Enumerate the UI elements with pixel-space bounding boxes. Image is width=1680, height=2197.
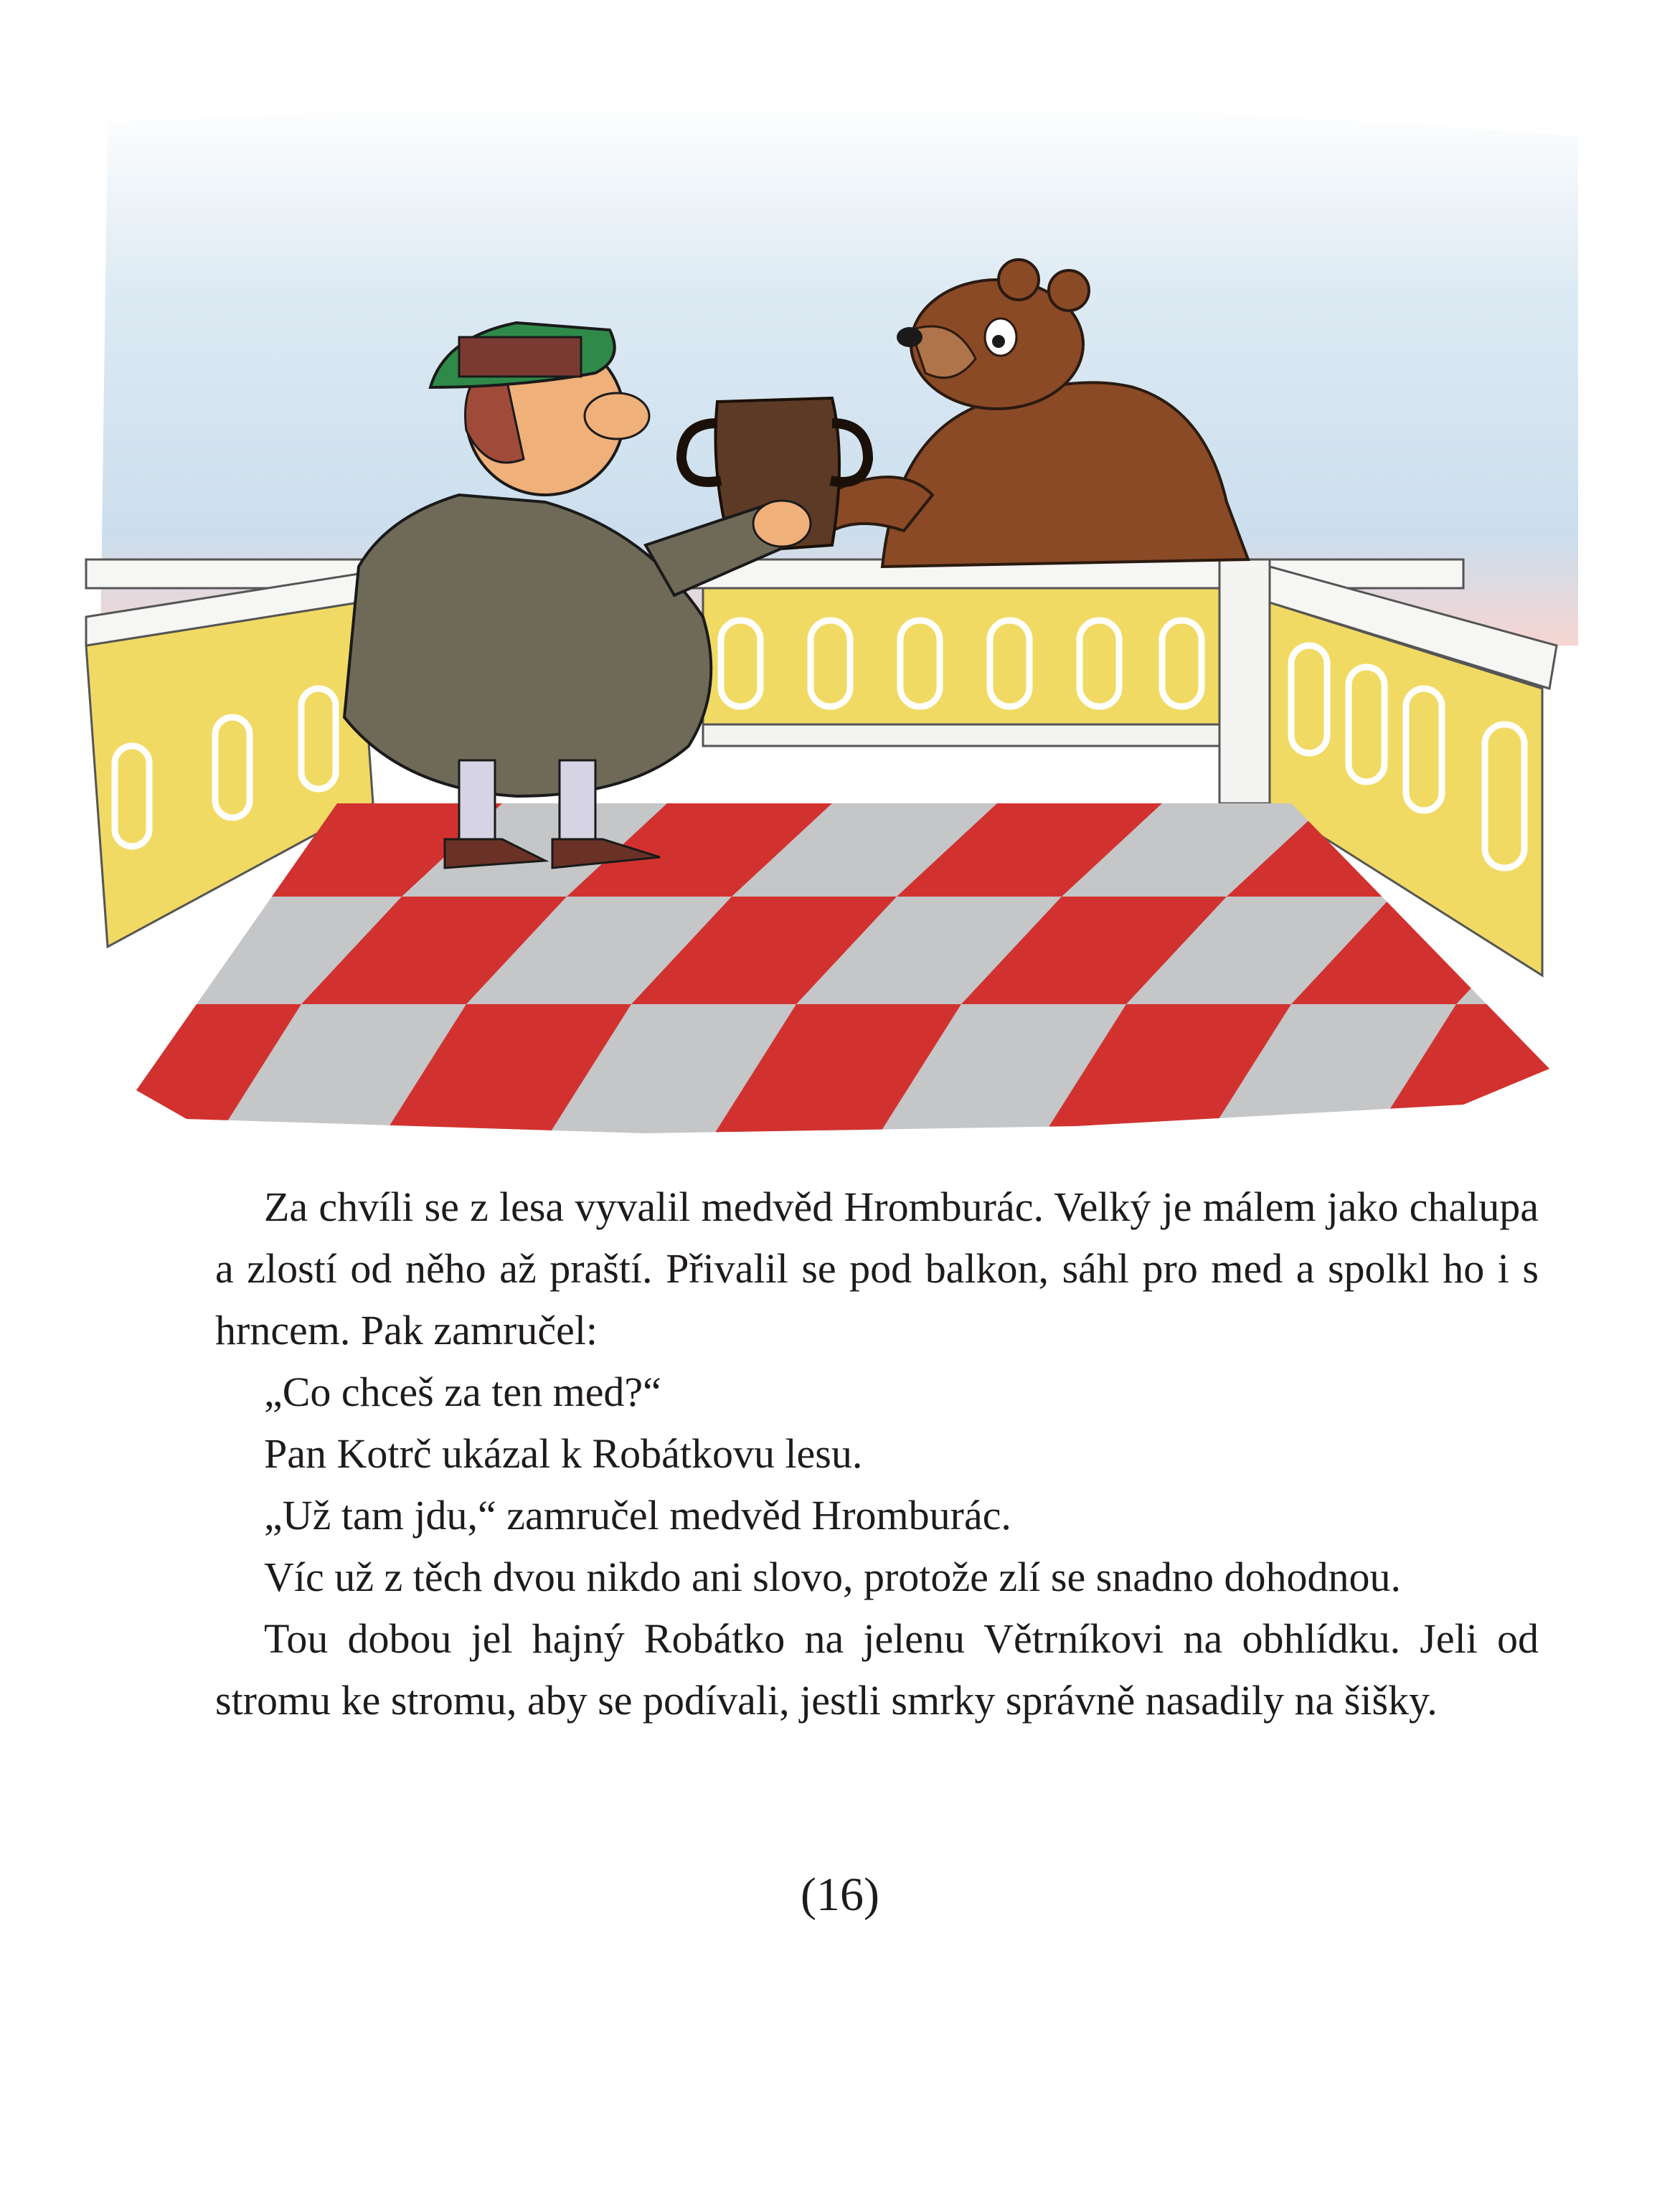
story-paragraph: Za chvíli se z lesa vyvalil medvěd Hromburác. Velký je málem jako chalupa a zlostí od něho až praští. Přivalil se pod balkon, sáhl pro med a spolkl ho i s hrncem. Pak zamručel: (215, 1183, 1539, 1353)
story-paragraph: „Už tam jdu,“ zamručel medvěd Hromburác. (264, 1492, 1011, 1539)
story-text (215, 1176, 1539, 1731)
story-paragraph: Pan Kotrč ukázal k Robátkovu lesu. (264, 1430, 863, 1477)
story-paragraph: „Co chceš za ten med?“ (264, 1369, 661, 1415)
story-paragraph: Tou dobou jel hajný Robátko na jelenu Větrníkovi na obhlídku. Jeli od stromu ke stromu, aby se podívali, jestli smrky správně nasadily na šišky. (215, 1615, 1539, 1724)
story-paragraph: Víc už z těch dvou nikdo ani slovo, protože zlí se snadno dohodnou. (264, 1554, 1402, 1600)
page-number: (16) (801, 1868, 879, 1921)
back-balustrade (703, 588, 1219, 732)
corner-pillar (1219, 559, 1270, 803)
